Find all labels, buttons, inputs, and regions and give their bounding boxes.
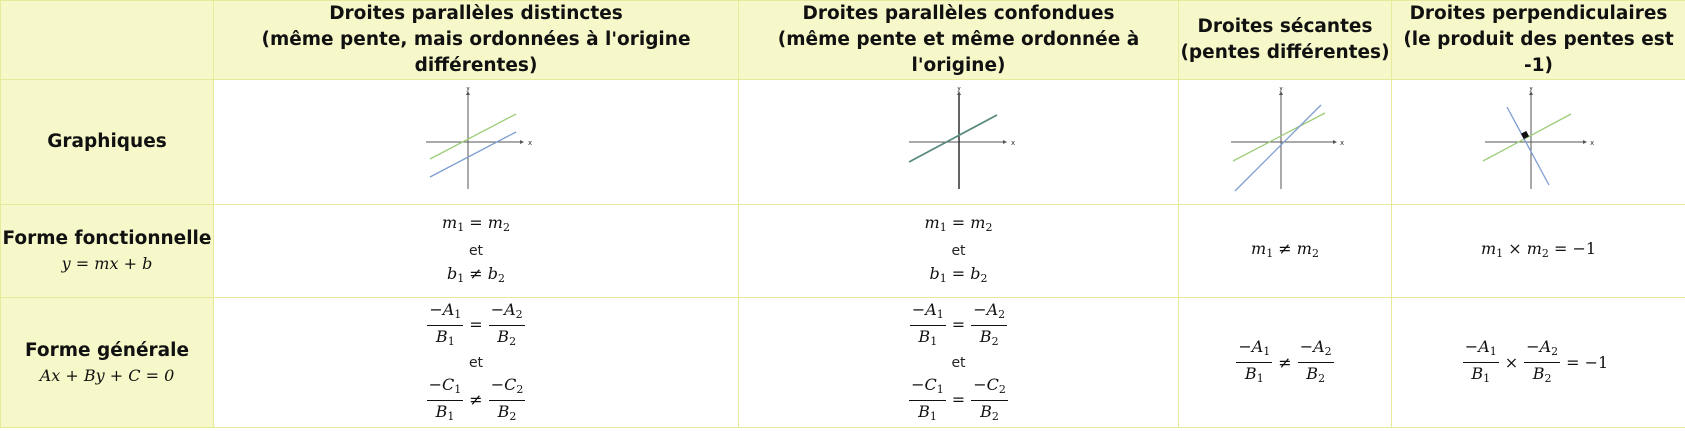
line-coincident bbox=[909, 115, 997, 162]
functional-row bbox=[1, 205, 1685, 298]
connector-text: et bbox=[951, 243, 966, 259]
functional-cell-parallel-coincident bbox=[739, 205, 1179, 298]
ratio-c-not-equal: $\frac{-C_1}{B_1}$ ≠ $\frac{-C_2}{B_2}$ bbox=[428, 374, 524, 423]
column-title: Droites parallèles distinctes bbox=[329, 3, 623, 24]
y-axis-label: y bbox=[956, 87, 961, 92]
column-subtitle: (pentes différentes) bbox=[1180, 42, 1390, 63]
functional-equation bbox=[1, 252, 213, 276]
column-title: Droites parallèles confondues bbox=[802, 3, 1115, 24]
x-axis-arrow bbox=[1333, 140, 1337, 144]
line-blue bbox=[1235, 105, 1321, 191]
functional-cell-parallel-distinct bbox=[214, 205, 739, 298]
x-axis-label: x bbox=[528, 139, 533, 147]
row-label-general bbox=[1, 298, 214, 428]
general-cell-parallel-distinct bbox=[214, 298, 739, 428]
x-axis-arrow bbox=[520, 140, 524, 144]
row-label-functional bbox=[1, 205, 214, 298]
column-subtitle: (même pente et même ordonnée à l'origine) bbox=[777, 29, 1140, 76]
connector-text: et bbox=[951, 354, 966, 371]
graph-parallel-coincident bbox=[899, 87, 1019, 197]
corner-cell bbox=[1, 1, 214, 80]
slope-equal: $m_1 = m_2$ bbox=[924, 213, 993, 234]
x-axis-arrow bbox=[1003, 140, 1007, 144]
right-angle-marker bbox=[1520, 131, 1528, 139]
connector-text: et bbox=[468, 354, 484, 371]
intercept-equal: $b_1 = b_2$ bbox=[929, 264, 988, 285]
x-axis-label: x bbox=[1340, 139, 1345, 147]
general-equation-text: Ax + By + C = 0 bbox=[39, 365, 175, 385]
column-header-parallel-coincident bbox=[739, 1, 1179, 80]
slope-equal: $m_1 = m_2$ bbox=[442, 213, 510, 234]
connector-text: et bbox=[468, 243, 484, 259]
graph-parallel-distinct bbox=[416, 87, 536, 197]
functional-cell-intersecting bbox=[1179, 205, 1392, 298]
column-title: Droites sécantes bbox=[1197, 16, 1373, 37]
x-axis-label: x bbox=[1010, 139, 1015, 147]
line-green bbox=[1233, 113, 1325, 161]
row-label-graphs bbox=[1, 80, 214, 205]
general-row bbox=[1, 298, 1685, 428]
column-header-parallel-distinct bbox=[214, 1, 739, 80]
column-subtitle: (le produit des pentes est -1) bbox=[1403, 29, 1674, 76]
y-axis-label: y bbox=[466, 87, 471, 92]
ratio-a-not-equal: $\frac{-A_1}{B_1}$ ≠ $\frac{-A_2}{B_2}$ bbox=[1238, 337, 1332, 385]
ratio-product: $\frac{-A_1}{B_1}$ × $\frac{-A_2}{B_2}$ = −1 bbox=[1464, 337, 1609, 385]
general-cell-parallel-coincident bbox=[739, 298, 1179, 428]
ratio-c-equal: $\frac{-C_1}{B_1}$ = $\frac{-C_2}{B_2}$ bbox=[911, 374, 1006, 423]
column-header-perpendicular bbox=[1392, 1, 1685, 80]
functional-cell-perpendicular bbox=[1392, 205, 1685, 298]
line-green bbox=[1483, 114, 1571, 161]
row-label-text: Graphiques bbox=[47, 131, 167, 152]
slope-product: $m_1 \times m_2 = -1$ bbox=[1480, 238, 1597, 260]
column-title: Droites perpendiculaires bbox=[1409, 3, 1668, 24]
graph-cell-intersecting bbox=[1179, 80, 1392, 205]
slope-not-equal: $m_1 \ne m_2$ bbox=[1251, 238, 1319, 260]
graph-row bbox=[1, 80, 1685, 205]
column-header-intersecting bbox=[1179, 1, 1392, 80]
x-axis-arrow bbox=[1583, 140, 1587, 144]
graph-intersecting bbox=[1225, 87, 1345, 197]
graph-cell-perpendicular bbox=[1392, 80, 1685, 205]
line-blue bbox=[430, 132, 516, 177]
graph-cell-parallel-distinct bbox=[214, 80, 739, 205]
column-subtitle: (même pente, mais ordonnées à l'origine différentes) bbox=[261, 29, 691, 76]
x-axis-label: x bbox=[1589, 139, 1594, 147]
functional-equation-text: y = mx + b bbox=[61, 254, 153, 273]
y-axis-label: y bbox=[1528, 87, 1533, 92]
general-equation bbox=[1, 364, 213, 388]
line-green bbox=[430, 114, 516, 159]
intercept-not-equal: $b_1 \ne b_2$ bbox=[446, 264, 506, 285]
ratio-a-equal: $\frac{-A_1}{B_1}$ = $\frac{-A_2}{B_2}$ bbox=[911, 299, 1006, 348]
general-cell-perpendicular bbox=[1392, 298, 1685, 428]
ratio-a-equal: $\frac{-A_1}{B_1}$ = $\frac{-A_2}{B_2}$ bbox=[429, 299, 523, 348]
y-axis-label: y bbox=[1279, 87, 1284, 92]
row-label-text: Forme générale bbox=[25, 339, 189, 361]
row-label-text: Forme fonctionnelle bbox=[2, 228, 212, 249]
general-cell-intersecting bbox=[1179, 298, 1392, 428]
graph-perpendicular bbox=[1479, 87, 1599, 197]
line-blue bbox=[1507, 107, 1549, 185]
graph-cell-parallel-coincident bbox=[739, 80, 1179, 205]
header-row bbox=[1, 1, 1685, 80]
